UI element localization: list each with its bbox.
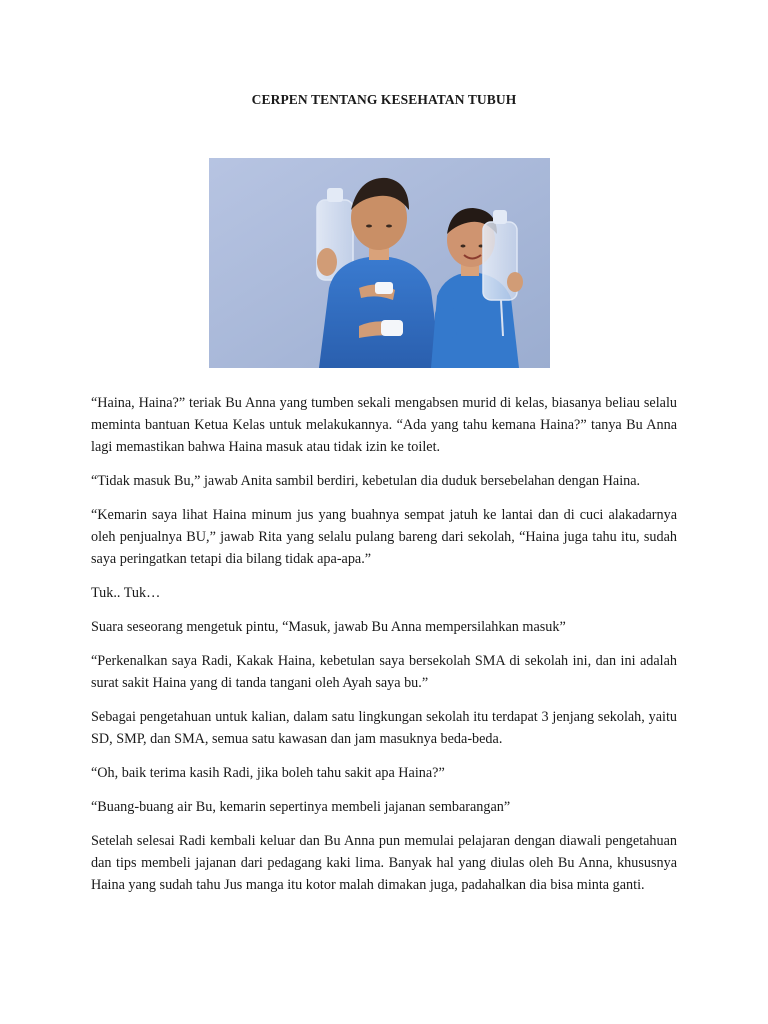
paragraph: “Oh, baik terima kasih Radi, jika boleh tahu sakit apa Haina?” bbox=[91, 765, 445, 781]
paragraph: Setelah selesai Radi kembali keluar dan Bu Anna pun memulai pelajaran dengan diawali pengetahuan dan tips membeli jajanan dari pedagang kaki lima. Banyak hal yang diulas oleh Bu Anna, khususnya Haina yang sudah tahu Jus manga itu kotor malah dimakan juga, padahalkan dia bisa minta ganti. bbox=[91, 833, 677, 893]
paragraph: “Tidak masuk Bu,” jawab Anita sambil berdiri, kebetulan dia duduk bersebelahan dengan Haina. bbox=[91, 473, 641, 489]
paragraph: “Perkenalkan saya Radi, Kakak Haina, kebetulan saya bersekolah SMA di sekolah ini, dan ini adalah surat sakit Haina yang di tanda tangani oleh Ayah saya bu.” bbox=[91, 653, 677, 691]
paragraph: “Haina, Haina?” teriak Bu Anna yang tumben sekali mengabsen murid di kelas, biasanya beliau selalu meminta bantuan Ketua Kelas untuk melakukannya. “Ada yang tahu kemana Haina?” tanya Bu Anna lagi memastikan bahwa Haina masuk atau tidak izin ke toilet. bbox=[91, 395, 677, 455]
story-body bbox=[91, 392, 677, 908]
paragraph: “Kemarin saya lihat Haina minum jus yang buahnya sempat jatuh ke lantai dan di cuci alakadarnya oleh penjualnya BU,” jawab Rita yang selalu pulang bareng dari sekolah, “Haina juga tahu itu, sudah saya peringatkan tetapi dia bilang tidak apa-apa.” bbox=[91, 507, 677, 567]
paragraph: Suara seseorang mengetuk pintu, “Masuk, jawab Bu Anna mempersilahkan masuk” bbox=[91, 619, 566, 635]
paragraph: “Buang-buang air Bu, kemarin sepertinya membeli jajanan sembarangan” bbox=[91, 799, 511, 815]
paragraph: Tuk.. Tuk… bbox=[91, 585, 161, 601]
document-title: CERPEN TENTANG KESEHATAN TUBUH bbox=[251, 92, 517, 107]
story-photo bbox=[209, 158, 550, 368]
paragraph: Sebagai pengetahuan untuk kalian, dalam satu lingkungan sekolah itu terdapat 3 jenjang sekolah, yaitu SD, SMP, dan SMA, semua satu kawasan dan jam masuknya beda-beda. bbox=[91, 709, 677, 747]
